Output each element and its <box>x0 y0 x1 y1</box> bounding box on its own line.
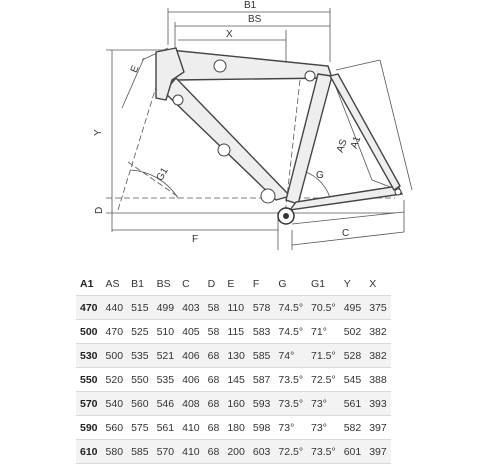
table-header: G <box>278 277 287 290</box>
table-header: BS <box>156 277 171 290</box>
table-header: A1 <box>80 277 94 290</box>
table-header: G1 <box>311 277 326 290</box>
table-cell: 499 <box>153 296 179 320</box>
table-header-row <box>76 272 391 296</box>
table-cell: 406 <box>178 344 204 368</box>
label-f: F <box>192 234 199 245</box>
table-cell: 74.5° <box>278 325 304 338</box>
table-cell: 110 <box>223 296 249 320</box>
table-header: E <box>227 277 235 290</box>
table-row <box>76 440 391 464</box>
label-e: E <box>128 64 142 75</box>
table-header: AS <box>105 277 120 290</box>
table-row <box>76 392 391 416</box>
table-cell: 388 <box>369 373 387 386</box>
label-c: C <box>342 228 350 239</box>
label-x: X <box>226 29 233 40</box>
table-cell: 585 <box>127 440 153 464</box>
table-cell: 72.5° <box>274 440 307 464</box>
table-cell: 521 <box>153 344 179 368</box>
table-cell: 382 <box>365 344 391 368</box>
table-cell: 68 <box>204 344 224 368</box>
table-cell: 382 <box>369 325 387 338</box>
table-cell: 546 <box>153 392 179 416</box>
table-cell: 561 <box>156 421 175 434</box>
angle-arc-g1 <box>130 170 178 198</box>
table-header: X <box>369 277 377 290</box>
table-cell: 68 <box>204 440 224 464</box>
table-cell: 74.5° <box>274 296 307 320</box>
table-cell: 115 <box>227 325 245 338</box>
table-cell: 375 <box>365 296 391 320</box>
table-cell: 73° <box>307 392 340 416</box>
table-cell: 593 <box>249 392 275 416</box>
label-g1: G1 <box>154 165 171 183</box>
table-cell: 575 <box>131 421 149 434</box>
table-cell: 408 <box>178 392 204 416</box>
table-cell: 585 <box>249 344 275 368</box>
table-cell: 570 <box>76 392 102 416</box>
table-cell: 525 <box>131 325 149 338</box>
table-cell: 200 <box>223 440 249 464</box>
table-cell: 73.5° <box>278 373 304 386</box>
table-cell: 610 <box>76 440 102 464</box>
bike-frame <box>156 48 402 210</box>
table-cell: 410 <box>182 421 200 434</box>
table-header: D <box>207 277 216 290</box>
table-row <box>76 344 391 368</box>
table-cell: 410 <box>178 440 204 464</box>
table-header: F <box>252 277 260 290</box>
table-header: Y <box>343 277 351 290</box>
table-cell: 68 <box>204 392 224 416</box>
bottom-bracket-center <box>283 213 289 219</box>
table-cell: 73° <box>311 421 327 434</box>
table-cell: 598 <box>252 421 271 434</box>
table-cell: 502 <box>343 325 362 338</box>
table-header: B1 <box>131 277 144 290</box>
table-cell: 73.5° <box>274 392 307 416</box>
table-cell: 601 <box>340 440 366 464</box>
table-cell: 540 <box>102 392 128 416</box>
table-cell: 545 <box>343 373 362 386</box>
table-cell: 397 <box>365 440 391 464</box>
table-cell: 397 <box>369 421 387 434</box>
label-as: AS <box>334 137 350 155</box>
table-cell: 495 <box>340 296 366 320</box>
table-cell: 71.5° <box>307 344 340 368</box>
label-b1: B1 <box>244 0 257 11</box>
table-cell: 73.5° <box>307 440 340 464</box>
table-cell: 160 <box>223 392 249 416</box>
label-a1: A1 <box>348 134 364 151</box>
table-cell: 560 <box>127 392 153 416</box>
table-cell: 440 <box>102 296 128 320</box>
table-cell: 582 <box>343 421 362 434</box>
table-cell: 180 <box>227 421 245 434</box>
table-cell: 145 <box>227 373 245 386</box>
table-row <box>76 296 391 320</box>
table-cell: 72.5° <box>311 373 336 386</box>
table-cell: 530 <box>76 344 102 368</box>
table-cell: 535 <box>127 344 153 368</box>
table-cell: 550 <box>80 373 98 386</box>
table-cell: 515 <box>127 296 153 320</box>
table-cell: 520 <box>105 373 124 386</box>
table-cell: 578 <box>249 296 275 320</box>
table-cell: 405 <box>182 325 200 338</box>
table-cell: 603 <box>249 440 275 464</box>
table-cell: 580 <box>102 440 128 464</box>
table-row <box>76 416 391 440</box>
table-cell: 587 <box>252 373 271 386</box>
label-y: Y <box>93 129 104 136</box>
table-cell: 58 <box>204 296 224 320</box>
table-cell: 403 <box>178 296 204 320</box>
geometry-table <box>76 272 391 464</box>
table-cell: 590 <box>80 421 98 434</box>
table-cell: 406 <box>182 373 200 386</box>
table-cell: 130 <box>223 344 249 368</box>
table-cell: 71° <box>311 325 327 338</box>
table-cell: 500 <box>80 325 98 338</box>
table-cell: 68 <box>207 373 220 386</box>
table-cell: 510 <box>156 325 175 338</box>
table-cell: 470 <box>76 296 102 320</box>
table-cell: 550 <box>131 373 149 386</box>
table-cell: 570 <box>153 440 179 464</box>
table-cell: 68 <box>207 421 220 434</box>
table-row <box>76 320 391 344</box>
table-row <box>76 368 391 392</box>
table-cell: 70.5° <box>307 296 340 320</box>
table-cell: 561 <box>340 392 366 416</box>
table-cell: 528 <box>340 344 366 368</box>
table-cell: 73° <box>278 421 295 434</box>
table-cell: 500 <box>102 344 128 368</box>
table-cell: 583 <box>252 325 271 338</box>
table-cell: 560 <box>105 421 124 434</box>
table-cell: 58 <box>207 325 220 338</box>
table-cell: 535 <box>156 373 175 386</box>
label-bs: BS <box>248 14 262 25</box>
table-cell: 393 <box>365 392 391 416</box>
table-header: C <box>182 277 190 290</box>
label-d: D <box>94 206 105 214</box>
table-cell: 470 <box>105 325 124 338</box>
label-g: G <box>316 170 324 181</box>
table-cell: 74° <box>274 344 307 368</box>
